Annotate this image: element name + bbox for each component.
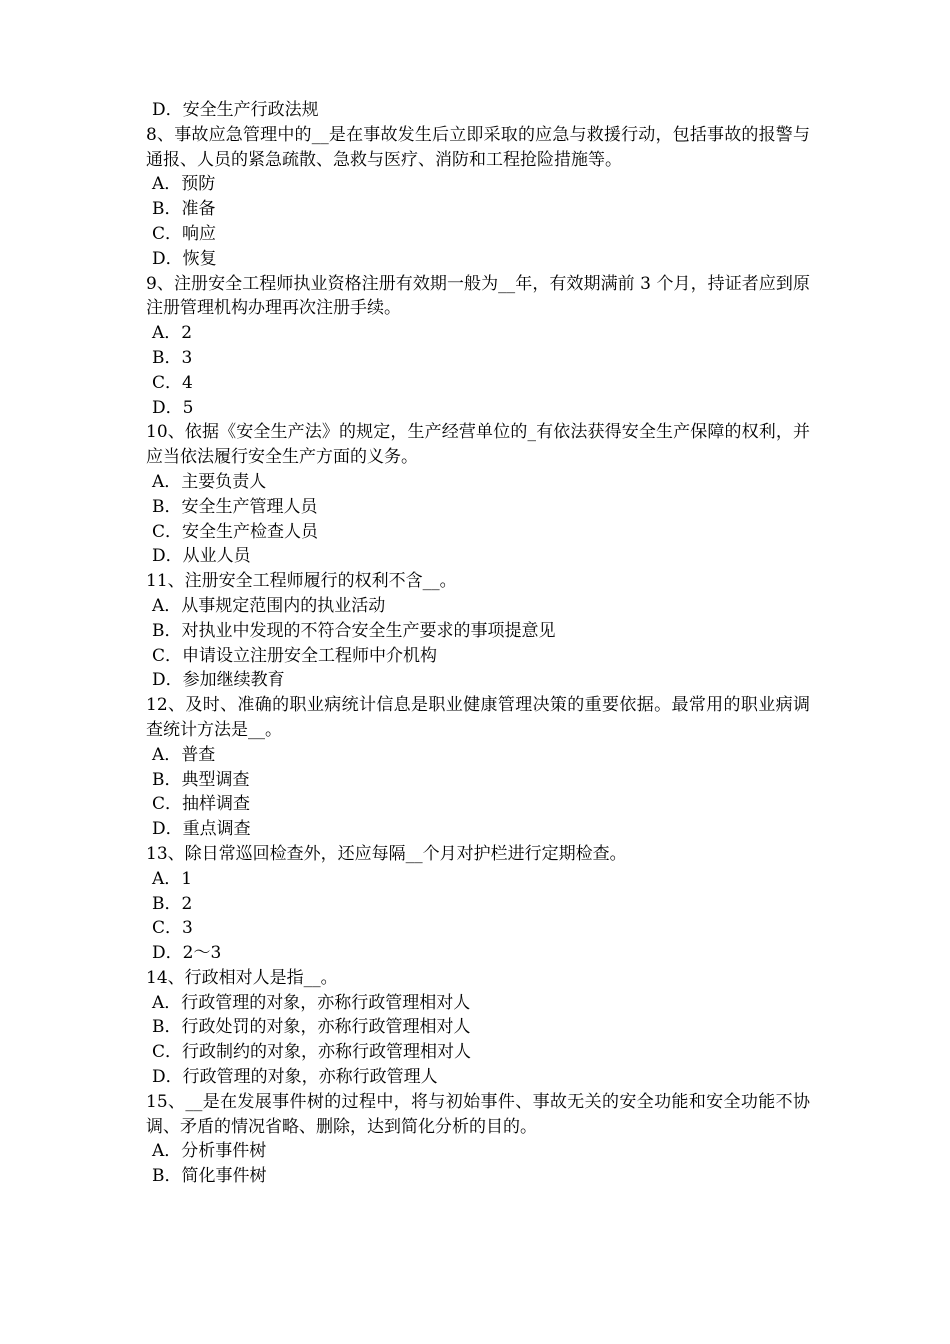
question-11-stem: 11、注册安全工程师履行的权利不含__。 — [146, 571, 457, 592]
question-12-option-d: D．重点调查 — [152, 819, 251, 840]
question-15-option-b: B．简化事件树 — [152, 1166, 267, 1187]
question-10-option-c: C．安全生产检查人员 — [152, 521, 319, 542]
question-9 — [146, 272, 810, 421]
question-14-option-b: B．行政处罚的对象，亦称行政管理相对人 — [152, 1017, 471, 1038]
question-13-option-c: C．3 — [152, 918, 193, 939]
question-8-option-c: C．响应 — [152, 223, 217, 244]
question-8-option-b: B．准备 — [152, 199, 216, 220]
question-10-option-d: D．从业人员 — [152, 546, 251, 567]
question-12-option-b: B．典型调查 — [152, 769, 250, 790]
question-12-option-a: A．普查 — [152, 744, 216, 765]
question-10-option-a: A．主要负责人 — [152, 471, 267, 492]
question-13-stem: 13、除日常巡回检查外，还应每隔__个月对护栏进行定期检查。 — [146, 843, 627, 864]
question-15 — [146, 1090, 810, 1189]
question-11-option-a: A．从事规定范围内的执业活动 — [152, 595, 386, 616]
question-15-option-a: A．分析事件树 — [152, 1141, 267, 1162]
question-8-option-d: D．恢复 — [152, 248, 217, 269]
option-d-prev-question: D．安全生产行政法规 — [152, 100, 319, 120]
question-15-stem: 15、__是在发展事件树的过程中，将与初始事件、事故无关的安全功能和安全功能不协调、矛盾的情况省略、删除，达到简化分析的目的。 — [146, 1091, 810, 1137]
question-8-stem: 8、事故应急管理中的__是在事故发生后立即采取的应急与救援行动，包括事故的报警与通报、人员的紧急疏散、急救与医疗、消防和工程抢险措施等。 — [146, 124, 810, 170]
question-13-option-d: D．2～3 — [152, 943, 222, 964]
question-12-option-c: C．抽样调查 — [152, 794, 251, 815]
question-9-option-d: D．5 — [152, 397, 194, 418]
question-13 — [146, 842, 810, 966]
question-9-option-c: C．4 — [152, 372, 193, 393]
question-11 — [146, 569, 810, 693]
question-14-option-c: C．行政制约的对象，亦称行政管理相对人 — [152, 1042, 472, 1063]
question-9-option-a: A．2 — [152, 323, 193, 344]
question-11-option-d: D．参加继续教育 — [152, 670, 285, 691]
question-8-option-a: A．预防 — [152, 174, 216, 195]
question-10 — [146, 420, 810, 569]
question-13-option-a: A．1 — [152, 868, 193, 889]
question-8 — [146, 123, 810, 272]
question-list — [146, 98, 810, 1189]
question-12 — [146, 693, 810, 842]
question-10-option-b: B．安全生产管理人员 — [152, 496, 318, 517]
question-14 — [146, 966, 810, 1090]
question-14-option-a: A．行政管理的对象，亦称行政管理相对人 — [152, 992, 471, 1013]
question-12-stem: 12、及时、准确的职业病统计信息是职业健康管理决策的重要依据。最常用的职业病调查统计方法是__。 — [146, 695, 810, 740]
question-9-stem: 9、注册安全工程师执业资格注册有效期一般为__年，有效期满前 3 个月，持证者应到原注册管理机构办理再次注册手续。 — [146, 273, 810, 319]
question-10-stem: 10、依据《安全生产法》的规定，生产经营单位的_有依法获得安全生产保障的权利，并应当依法履行安全生产方面的义务。 — [146, 422, 810, 468]
question-9-option-b: B．3 — [152, 347, 193, 368]
question-14-option-d: D．行政管理的对象，亦称行政管理人 — [152, 1067, 438, 1088]
question-14-stem: 14、行政相对人是指__。 — [146, 967, 338, 988]
question-11-option-b: B．对执业中发现的不符合安全生产要求的事项提意见 — [152, 620, 556, 641]
question-11-option-c: C．申请设立注册安全工程师中介机构 — [152, 645, 438, 666]
question-13-option-b: B．2 — [152, 893, 193, 914]
